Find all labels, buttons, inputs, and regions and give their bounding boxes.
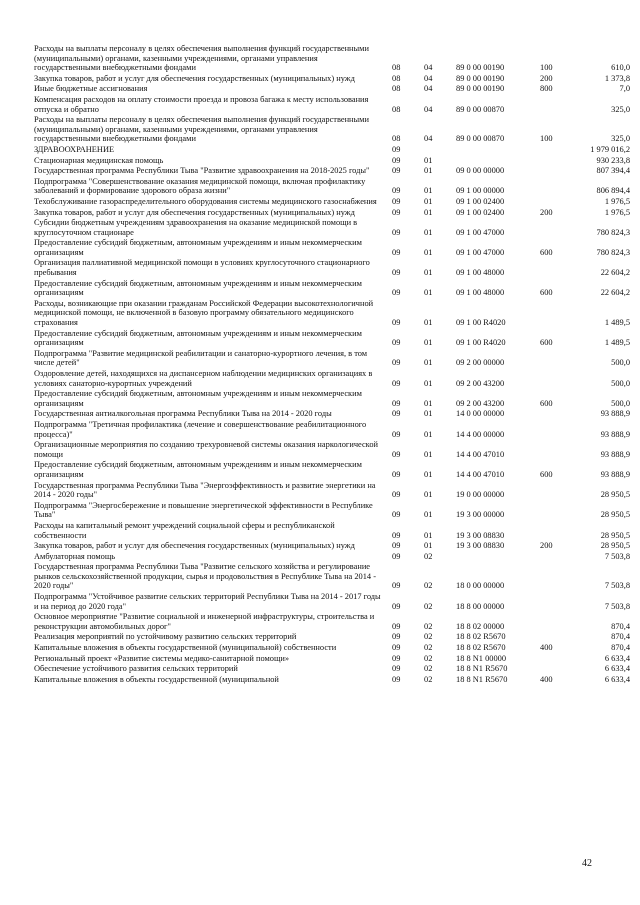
table-row [34, 166, 630, 177]
row-subsection: 01 [424, 378, 433, 388]
row-expense-type [540, 562, 580, 592]
row-expense-type [540, 166, 580, 177]
row-section: 09 [392, 227, 401, 237]
row-subsection: 01 [424, 409, 433, 419]
row-expense-type: 600 [540, 247, 553, 257]
row-amount: 28 950,5 [600, 490, 630, 500]
row-expense-type [540, 612, 580, 632]
row-section: 09 [392, 469, 401, 479]
row-amount: 500,0 [611, 398, 630, 408]
row-expense-type: 600 [540, 398, 553, 408]
table-row [34, 279, 630, 299]
row-subsection: 01 [424, 510, 433, 520]
row-subsection: 01 [424, 530, 433, 540]
row-target-article: 19 3 00 08830 [456, 530, 505, 540]
row-target-article: 14 4 00 47010 [456, 449, 505, 459]
table-row [34, 95, 630, 115]
row-amount: 806 894,4 [596, 186, 630, 196]
table-row [34, 643, 630, 654]
row-expense-type [540, 197, 580, 208]
row-expense-type [540, 481, 580, 501]
budget-table-body [34, 44, 630, 685]
row-expense-type [540, 664, 580, 675]
row-amount: 93 888,9 [600, 409, 630, 419]
row-expense-type [540, 95, 580, 115]
row-target-article: 18 0 00 00000 [456, 581, 505, 591]
row-section: 09 [392, 643, 401, 653]
row-amount: 780 824,3 [596, 227, 630, 237]
row-expense-type [540, 552, 580, 563]
row-amount: 325,0 [611, 134, 630, 144]
row-name: Капитальные вложения в объекты государственной (муниципальной) собственности [34, 643, 337, 653]
row-target-article: 14 4 00 00000 [456, 429, 505, 439]
row-amount: 22 604,2 [600, 288, 630, 298]
row-section: 09 [392, 338, 401, 348]
row-name: Субсидии бюджетным учреждениям здравоохранения на оказание медицинской помощи в круглосуточном стационаре [34, 218, 358, 237]
row-target-article: 89 0 00 00190 [456, 73, 505, 83]
row-section: 09 [392, 288, 401, 298]
row-section: 09 [392, 632, 401, 642]
row-name: Закупка товаров, работ и услуг для обеспечения государственных (муниципальных) нужд [34, 541, 355, 551]
row-subsection: 04 [424, 134, 433, 144]
row-expense-type: 200 [540, 73, 553, 83]
row-subsection: 01 [424, 541, 433, 551]
row-section: 09 [392, 196, 401, 206]
row-target-article: 18 8 02 R5670 [456, 643, 506, 653]
row-name: Компенсация расходов на оплату стоимости проезда и провоза багажа к месту использования отпуска и обратно [34, 94, 369, 114]
row-section: 08 [392, 84, 401, 94]
row-target-article: 18 8 02 R5670 [456, 632, 506, 642]
row-subsection: 01 [424, 490, 433, 500]
row-name: Предоставление субсидий бюджетным, автономным учреждениям и иным некоммерческим организациям [34, 328, 362, 348]
row-section: 09 [392, 144, 401, 154]
row-name: Техобслуживание газораспределительного оборудования системы медицинского газоснабжения [34, 196, 377, 206]
row-name: Предоставление субсидий бюджетным, автономным учреждениям и иным некоммерческим организациям [34, 460, 362, 479]
table-row [34, 552, 630, 563]
row-subsection: 04 [424, 63, 433, 73]
row-expense-type [540, 654, 580, 665]
row-amount: 7,0 [619, 84, 630, 94]
row-subsection [424, 145, 456, 156]
row-subsection: 02 [424, 653, 433, 663]
row-name: Расходы на выплаты персоналу в целях обеспечения выполнения функций государственными (муниципальными) органами, казенными учреждениями, органами управления государственными внебюджетными фондами [34, 44, 369, 73]
row-name: Оздоровление детей, находящихся на диспансерном наблюдении медицинских организациях в условиях санаторно-курортных учреждений [34, 369, 373, 388]
row-expense-type [540, 218, 580, 238]
budget-table [34, 44, 630, 685]
table-row [34, 541, 630, 552]
row-section: 09 [392, 581, 401, 591]
row-target-article: 09 1 00 02400 [456, 207, 505, 217]
row-name: ЗДРАВООХРАНЕНИЕ [34, 144, 115, 154]
row-target-article: 09 1 00 47000 [456, 227, 505, 237]
row-target-article [456, 145, 540, 156]
row-amount: 870,4 [611, 621, 630, 631]
table-row [34, 654, 630, 665]
row-target-article: 18 8 00 00000 [456, 601, 505, 611]
row-section: 09 [392, 490, 401, 500]
row-target-article [456, 552, 540, 563]
row-section: 08 [392, 104, 401, 114]
row-amount: 1 489,5 [604, 318, 630, 328]
table-row [34, 664, 630, 675]
table-row [34, 632, 630, 643]
row-subsection: 01 [424, 469, 433, 479]
row-amount: 1 373,8 [604, 73, 630, 83]
row-section: 09 [392, 621, 401, 631]
row-expense-type: 400 [540, 674, 553, 684]
row-amount: 325,0 [611, 104, 630, 114]
row-expense-type: 800 [540, 84, 553, 94]
row-target-article: 09 1 00 48000 [456, 288, 505, 298]
row-section: 09 [392, 510, 401, 520]
row-section: 09 [392, 674, 401, 684]
table-row [34, 460, 630, 480]
row-target-article: 09 1 00 00000 [456, 186, 505, 196]
table-row [34, 592, 630, 612]
row-subsection: 01 [424, 155, 433, 165]
row-section: 09 [392, 398, 401, 408]
row-amount: 6 633,4 [604, 664, 630, 674]
table-row [34, 501, 630, 521]
row-amount: 6 633,4 [604, 674, 630, 684]
row-subsection: 04 [424, 84, 433, 94]
row-expense-type [540, 632, 580, 643]
table-row [34, 612, 630, 632]
row-subsection: 01 [424, 358, 433, 368]
row-expense-type [540, 177, 580, 197]
row-target-article: 09 1 00 02400 [456, 196, 505, 206]
row-expense-type [540, 369, 580, 389]
row-subsection: 01 [424, 449, 433, 459]
row-name: Предоставление субсидий бюджетным, автономным учреждениям и иным некоммерческим организациям [34, 238, 362, 257]
row-amount: 93 888,9 [600, 469, 630, 479]
row-expense-type [540, 156, 580, 167]
row-section: 09 [392, 268, 401, 278]
budget-table-container [34, 44, 630, 685]
row-target-article: 19 3 00 08830 [456, 541, 505, 551]
row-amount: 1 979 016,2 [590, 144, 630, 154]
row-subsection: 01 [424, 186, 433, 196]
row-name: Государственная антиалкогольная программа Республики Тыва на 2014 - 2020 годы [34, 409, 332, 419]
row-expense-type [540, 299, 580, 329]
row-name: Государственная программа Республики Тыва "Энергоэффективность и развитие энергетики на 2014 - 2020 годы" [34, 480, 376, 500]
row-target-article: 09 1 00 48000 [456, 268, 505, 278]
row-name: Расходы на капитальный ремонт учреждений социальной сферы и республиканской собственности [34, 520, 335, 540]
row-expense-type [540, 521, 580, 541]
row-subsection: 01 [424, 247, 433, 257]
row-subsection: 02 [424, 621, 433, 631]
table-row [34, 299, 630, 329]
row-subsection: 02 [424, 632, 433, 642]
row-name: Предоставление субсидий бюджетным, автономным учреждениям и иным некоммерческим организациям [34, 278, 362, 298]
row-section: 09 [392, 551, 401, 561]
row-name: Иные бюджетные ассигнования [34, 84, 148, 94]
row-section: 09 [392, 155, 401, 165]
row-expense-type: 400 [540, 643, 553, 653]
row-subsection: 01 [424, 429, 433, 439]
table-row [34, 329, 630, 349]
row-amount: 7 503,8 [604, 551, 630, 561]
table-row [34, 389, 630, 409]
row-name: Расходы, возникающие при оказании гражданам Российской Федерации высокотехнологичной медицинской помощи, не включенной в базовую программу обязательного медицинского страхования [34, 298, 374, 328]
table-row [34, 440, 630, 460]
table-row [34, 156, 630, 167]
table-row [34, 258, 630, 278]
row-amount: 870,4 [611, 632, 630, 642]
row-target-article: 89 0 00 00190 [456, 63, 505, 73]
row-target-article: 89 0 00 00190 [456, 84, 505, 94]
table-row [34, 74, 630, 85]
row-name: Подпрограмма "Совершенствование оказания медицинской помощи, включая профилактику заболеваний и формирование здорового образа жизни" [34, 176, 366, 196]
table-row [34, 675, 630, 686]
table-row [34, 562, 630, 592]
table-row [34, 84, 630, 95]
row-section: 08 [392, 73, 401, 83]
row-expense-type [540, 409, 580, 420]
row-target-article: 09 1 00 R4020 [456, 338, 506, 348]
row-section: 09 [392, 166, 401, 176]
row-name: Организация паллиативной медицинской помощи в условиях круглосуточного стационарного пребывания [34, 258, 370, 278]
row-subsection: 02 [424, 581, 433, 591]
row-amount: 500,0 [611, 358, 630, 368]
row-section: 09 [392, 664, 401, 674]
row-section: 09 [392, 186, 401, 196]
table-row [34, 208, 630, 219]
row-name: Капитальные вложения в объекты государственной (муниципальной [34, 674, 279, 684]
row-amount: 780 824,3 [596, 247, 630, 257]
row-amount: 28 950,5 [600, 510, 630, 520]
row-amount: 22 604,2 [600, 268, 630, 278]
row-amount: 7 503,8 [604, 601, 630, 611]
row-name: Организационные мероприятия по созданию трехуровневой системы оказания наркологической помощи [34, 440, 378, 459]
row-subsection: 01 [424, 268, 433, 278]
row-target-article: 18 8 02 00000 [456, 621, 505, 631]
row-name: Государственная программа Республики Тыва "Развитие здравоохранения на 2018-2025 годы" [34, 166, 370, 176]
row-target-article: 09 2 00 43200 [456, 398, 505, 408]
row-section: 09 [392, 601, 401, 611]
row-section: 09 [392, 541, 401, 551]
row-expense-type: 600 [540, 469, 553, 479]
row-expense-type [540, 420, 580, 440]
table-row [34, 481, 630, 501]
row-name: Основное мероприятие "Развитие социальной и инженерной инфраструктуры, строительства и реконструкции автомобильных дорог" [34, 612, 375, 631]
row-name: Региональный проект «Развитие системы медико-санитарной помощи» [34, 653, 290, 663]
row-name: Закупка товаров, работ и услуг для обеспечения государственных (муниципальных) нужд [34, 207, 355, 217]
row-target-article: 09 2 00 00000 [456, 358, 505, 368]
row-expense-type: 100 [540, 134, 553, 144]
row-subsection: 01 [424, 318, 433, 328]
row-amount: 807 394,4 [596, 166, 630, 176]
row-target-article: 09 1 00 R4020 [456, 318, 506, 328]
table-row [34, 145, 630, 156]
row-target-article: 18 8 N1 R5670 [456, 674, 508, 684]
page-number: 42 [582, 858, 592, 869]
row-expense-type [540, 145, 580, 156]
row-name: Расходы на выплаты персоналу в целях обеспечения выполнения функций государственными (муниципальными) органами, казенными учреждениями, органами управления государственными внебюджетными фондами [34, 115, 369, 144]
row-name: Закупка товаров, работ и услуг для обеспечения государственных (муниципальных) нужд [34, 73, 355, 83]
row-target-article: 19 3 00 00000 [456, 510, 505, 520]
row-amount: 870,4 [611, 643, 630, 653]
row-subsection: 02 [424, 664, 433, 674]
row-subsection: 01 [424, 288, 433, 298]
row-subsection: 01 [424, 338, 433, 348]
row-name: Амбулаторная помощь [34, 551, 116, 561]
row-target-article: 18 8 N1 00000 [456, 653, 507, 663]
row-section: 09 [392, 378, 401, 388]
row-subsection: 01 [424, 196, 433, 206]
table-row [34, 420, 630, 440]
table-row [34, 197, 630, 208]
row-expense-type: 600 [540, 338, 553, 348]
table-row [34, 218, 630, 238]
row-name: Подпрограмма "Развитие медицинской реабилитации и санаторно-курортного лечения, в том числе детей" [34, 348, 368, 368]
row-subsection: 01 [424, 398, 433, 408]
table-row [34, 349, 630, 369]
row-target-article: 09 1 00 47000 [456, 247, 505, 257]
row-target-article: 89 0 00 00870 [456, 134, 505, 144]
row-target-article: 14 4 00 47010 [456, 469, 505, 479]
row-expense-type [540, 349, 580, 369]
row-amount: 1 976,5 [604, 207, 630, 217]
row-target-article: 18 8 N1 R5670 [456, 664, 508, 674]
row-amount: 1 489,5 [604, 338, 630, 348]
row-expense-type [540, 440, 580, 460]
row-name: Подпрограмма "Устойчивое развитие сельских территорий Республики Тыва на 2014 - 2017 годы и на период до 2020 года" [34, 592, 381, 611]
row-expense-type: 200 [540, 207, 553, 217]
row-amount: 6 633,4 [604, 653, 630, 663]
row-amount: 1 976,5 [604, 196, 630, 206]
row-name: Стационарная медицинская помощь [34, 155, 164, 165]
row-amount: 93 888,9 [600, 449, 630, 459]
row-expense-type: 100 [540, 63, 553, 73]
row-target-article: 19 0 00 00000 [456, 490, 505, 500]
row-target-article: 09 0 00 00000 [456, 166, 505, 176]
table-row [34, 44, 630, 74]
row-target-article [456, 156, 540, 167]
row-name: Предоставление субсидий бюджетным, автономным учреждениям и иным некоммерческим организациям [34, 389, 362, 408]
row-amount: 610,0 [611, 63, 630, 73]
row-expense-type [540, 592, 580, 612]
row-amount: 28 950,5 [600, 530, 630, 540]
row-section: 09 [392, 247, 401, 257]
table-row [34, 369, 630, 389]
row-name: Государственная программа Республики Тыва "Развитие сельского хозяйства и регулирование рынков сельскохозяйственной продукции, сырья и продовольствия в Республике Тыва на 2014 - 2020 годы" [34, 562, 376, 591]
row-subsection: 01 [424, 227, 433, 237]
row-name: Подпрограмма "Третичная профилактика (лечение и совершенствование реабилитационного процесса)" [34, 419, 367, 439]
row-target-article: 14 0 00 00000 [456, 409, 505, 419]
row-section: 08 [392, 63, 401, 73]
row-amount: 28 950,5 [600, 541, 630, 551]
row-section: 09 [392, 530, 401, 540]
table-row [34, 115, 630, 145]
row-subsection: 01 [424, 207, 433, 217]
row-section: 09 [392, 653, 401, 663]
row-subsection: 02 [424, 674, 433, 684]
row-expense-type [540, 501, 580, 521]
row-amount: 930 233,8 [596, 155, 630, 165]
row-amount: 93 888,9 [600, 429, 630, 439]
row-expense-type: 200 [540, 541, 553, 551]
table-row [34, 521, 630, 541]
row-amount: 7 503,8 [604, 581, 630, 591]
row-section: 09 [392, 449, 401, 459]
row-subsection: 02 [424, 643, 433, 653]
row-subsection: 04 [424, 73, 433, 83]
table-row [34, 177, 630, 197]
row-section: 09 [392, 358, 401, 368]
row-target-article: 89 0 00 00870 [456, 104, 505, 114]
row-name: Обеспечение устойчивого развития сельских территорий [34, 664, 238, 674]
row-subsection: 04 [424, 104, 433, 114]
row-expense-type [540, 258, 580, 278]
row-section: 09 [392, 409, 401, 419]
row-name: Подпрограмма "Энергосбережение и повышение энергетической эффективности в Республике Тыва" [34, 500, 373, 520]
row-expense-type: 600 [540, 288, 553, 298]
row-subsection: 02 [424, 601, 433, 611]
row-subsection: 02 [424, 551, 433, 561]
row-subsection: 01 [424, 166, 433, 176]
table-row [34, 409, 630, 420]
table-row [34, 238, 630, 258]
row-section: 09 [392, 429, 401, 439]
row-section: 08 [392, 134, 401, 144]
row-name: Реализация мероприятий по устойчивому развитию сельских территорий [34, 632, 297, 642]
row-section: 09 [392, 318, 401, 328]
row-section: 09 [392, 207, 401, 217]
row-target-article: 09 2 00 43200 [456, 378, 505, 388]
row-amount: 500,0 [611, 378, 630, 388]
